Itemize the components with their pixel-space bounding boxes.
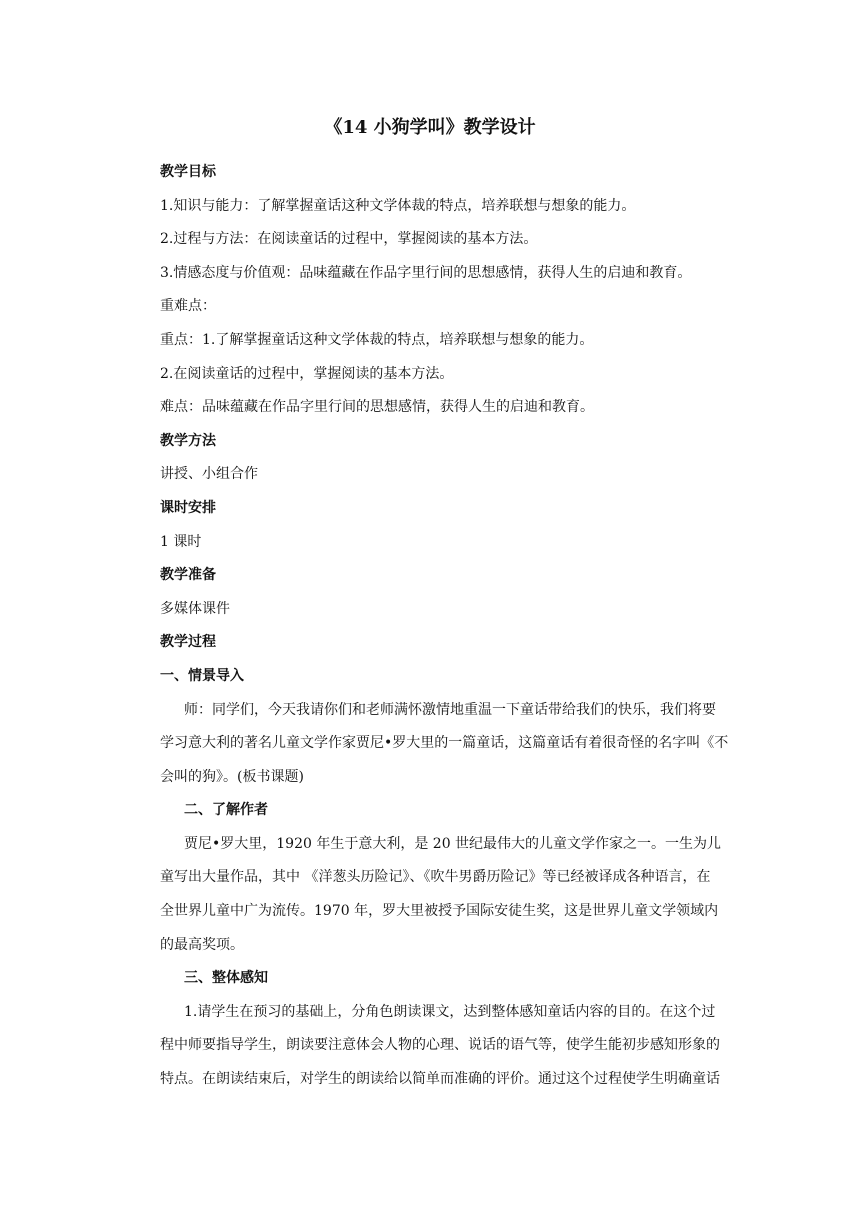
step3-paragraph-line-2: 程中师要指导学生，朗读要注意体会人物的心理、说话的语气等，使学生能初步感知形象的	[160, 1037, 720, 1054]
schedule-text: 1 课时	[160, 533, 202, 550]
step3-paragraph-line-1: 1.请学生在预习的基础上，分角色朗读课文，达到整体感知童话内容的目的。在这个过	[184, 1003, 716, 1020]
preparation-text: 多媒体课件	[160, 600, 230, 617]
step1-heading: 一、情景导入	[160, 667, 244, 684]
key-difficult-heading: 重难点：	[160, 298, 216, 315]
step2-paragraph-line-3: 全世界儿童中广为流传。1970 年，罗大里被授予国际安徒生奖，这是世界儿童文学领域内	[160, 903, 719, 920]
step1-paragraph-line-2: 学习意大利的著名儿童文学作家贾尼•罗大里的一篇童话，这篇童话有着很奇怪的名字叫《不	[160, 735, 729, 752]
step1-paragraph-line-1: 师：同学们，今天我请你们和老师满怀激情地重温一下童话带给我们的快乐，我们将要	[184, 701, 716, 718]
objective-2: 2.过程与方法：在阅读童话的过程中，掌握阅读的基本方法。	[160, 231, 538, 248]
schedule-heading: 课时安排	[160, 499, 216, 516]
objective-1: 1.知识与能力：了解掌握童话这种文学体裁的特点，培养联想与想象的能力。	[160, 197, 636, 214]
objective-3: 3.情感态度与价值观：品味蕴藏在作品字里行间的思想感情，获得人生的启迪和教育。	[160, 264, 692, 281]
process-heading: 教学过程	[160, 634, 216, 651]
step3-paragraph-line-3: 特点。在朗读结束后，对学生的朗读给以简单而准确的评价。通过这个过程使学生明确童话	[160, 1071, 720, 1088]
step1-paragraph-line-3: 会叫的狗》。(板书课题)	[160, 768, 304, 785]
methods-text: 讲授、小组合作	[160, 466, 258, 483]
document-body	[160, 156, 731, 1097]
step2-heading: 二、了解作者	[184, 802, 268, 819]
difficult-point: 难点：品味蕴藏在作品字里行间的思想感情，获得人生的启迪和教育。	[160, 399, 594, 416]
methods-heading: 教学方法	[160, 432, 216, 449]
key-point-2: 2.在阅读童话的过程中，掌握阅读的基本方法。	[160, 365, 454, 382]
key-point-1: 重点：1.了解掌握童话这种文学体裁的特点，培养联想与想象的能力。	[160, 331, 594, 348]
preparation-heading: 教学准备	[160, 567, 216, 584]
document-title: 《14 小狗学叫》教学设计	[324, 117, 536, 138]
step2-paragraph-line-1: 贾尼•罗大里，1920 年生于意大利，是 20 世纪最伟大的儿童文学作家之一。一生为儿	[184, 835, 722, 852]
step2-paragraph-line-4: 的最高奖项。	[160, 936, 244, 953]
objectives-heading: 教学目标	[160, 164, 216, 180]
step2-paragraph-line-2: 童写出大量作品，其中 《洋葱头历险记》、《吹牛男爵历险记》等已经被译成各种语言，在	[160, 869, 711, 886]
step3-heading: 三、整体感知	[184, 970, 268, 987]
